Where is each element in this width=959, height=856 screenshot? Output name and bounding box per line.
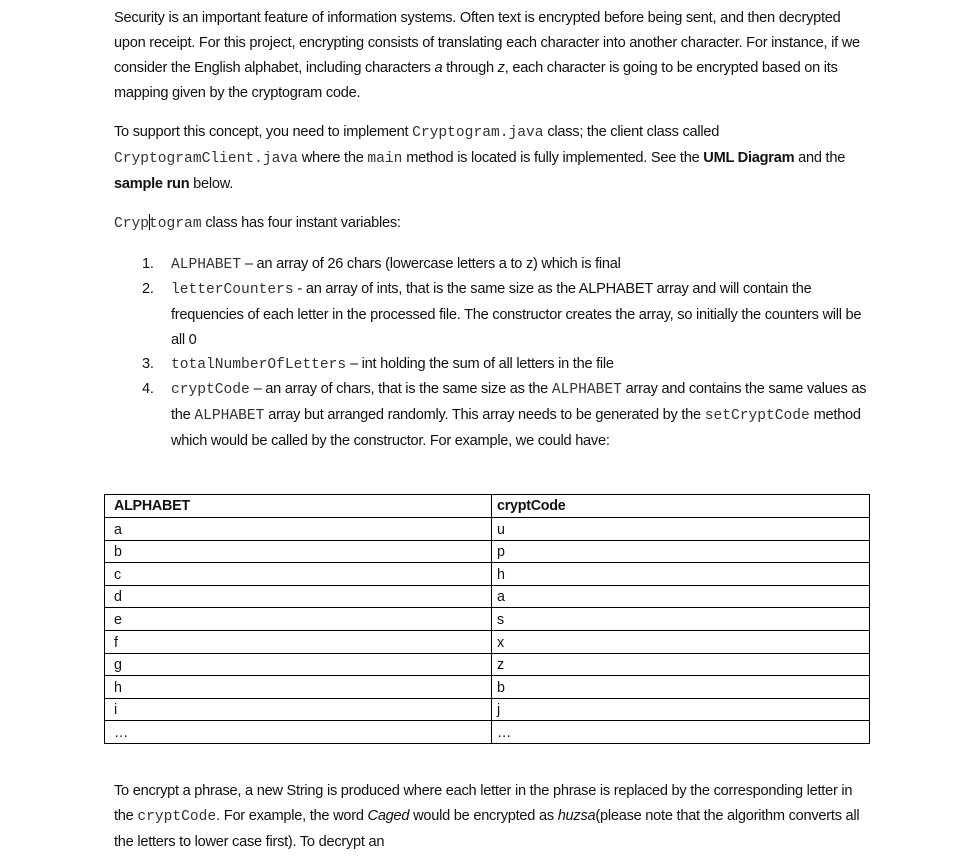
text: would be encrypted as [409,808,558,824]
list-number: 4. [142,381,154,397]
table-row [105,630,870,653]
list-number: 2. [142,281,154,297]
code-text: totalNumberOfLetters [171,357,347,373]
text: . For example, the word [216,808,368,824]
table-cell: b [105,540,492,563]
support-paragraph [114,120,874,197]
variables-intro [114,211,874,237]
table-row [105,653,870,676]
table-cell: s [492,608,870,631]
text: array and contains the same values as the [171,381,867,423]
table-cell: p [492,540,870,563]
intro-paragraph [114,6,874,106]
table-cell: h [105,676,492,699]
table-row [105,563,870,586]
table-row [105,518,870,541]
text: where the [297,150,368,166]
text: method is located is fully implemented. See the [402,150,704,166]
encrypt-paragraph [114,779,874,855]
table-row [105,608,870,631]
text: Security is an important feature of information systems. Often text is encrypted before being sent, and then decrypted upon receipt. For this project, encrypting consists of translating each character into another character. For instance, if we consider the English alphabet, including characters [114,10,860,76]
table-cell: u [492,518,870,541]
table-header: ALPHABET [105,495,492,518]
code-text: setCryptCode [704,408,810,424]
text: Caged [367,808,410,824]
text: To support this concept, you need to implement [114,124,413,140]
text: - an array of ints, that is the same size as the ALPHABET array and will contain the frequencies of each letter in the processed file. The constructor creates the array, so initially the counters will be all 0 [171,281,862,348]
code-text: ALPHABET [171,257,242,273]
list-item [142,352,872,378]
code-text: CryptogramClient.java [114,151,298,167]
list-number: 3. [142,356,154,372]
text: below. [189,176,234,192]
text: a [434,60,443,76]
text: – an array of 26 chars (lowercase letters a to z) which is final [241,256,621,272]
text: , each character is going to be encrypted based on its mapping given by the cryptogram code. [114,60,838,101]
table-cell: e [105,608,492,631]
alphabet-cryptcode-table [104,494,870,744]
table-cell: d [105,585,492,608]
table-row [105,540,870,563]
bold-text: sample run [114,176,190,192]
text: (please note that the algorithm converts all the letters to lower case first). To decrypt an [114,808,860,850]
table-row [105,676,870,699]
code-text: togram [149,216,202,232]
text: and the [794,150,846,166]
table-cell: b [492,676,870,699]
table-cell: j [492,698,870,721]
list-item [142,377,872,454]
code-text: ALPHABET [551,382,622,398]
table-cell: a [492,585,870,608]
code-text: Cryp [114,216,150,232]
code-text: main [367,151,403,167]
text: – int holding the sum of all letters in the file [346,356,614,372]
table-cell: f [105,630,492,653]
table-header: cryptCode [492,495,870,518]
table-cell: x [492,630,870,653]
table-cell: g [105,653,492,676]
list-item [142,277,872,353]
table-cell: c [105,563,492,586]
text: class has four instant variables: [201,215,401,231]
text: method which would be called by the constructor. For example, we could have: [171,407,861,449]
code-text: cryptCode [137,809,217,825]
list-number: 1. [142,256,154,272]
table-header-row [105,495,870,518]
code-text: letterCounters [171,282,294,298]
text: huzsa [557,808,596,824]
text: through [442,60,498,76]
table-cell: z [492,653,870,676]
table-cell: … [492,721,870,744]
text: – an array of chars, that is the same size as the [249,381,552,397]
code-text: ALPHABET [194,408,265,424]
text: z [497,60,505,76]
table-cell: i [105,698,492,721]
bold-text: UML Diagram [703,150,795,166]
table-cell: a [105,518,492,541]
table-row [105,721,870,744]
table-cell: … [105,721,492,744]
code-text: cryptCode [171,382,250,398]
text: class; the client class called [543,124,720,140]
text: To encrypt a phrase, a new String is produced where each letter in the phrase is replaced by the corresponding letter in the [114,783,853,824]
table-row [105,698,870,721]
table-row [105,585,870,608]
code-text: Cryptogram.java [412,125,544,141]
list-item [142,252,872,278]
text: array but arranged randomly. This array needs to be generated by the [264,407,705,423]
table-cell: h [492,563,870,586]
